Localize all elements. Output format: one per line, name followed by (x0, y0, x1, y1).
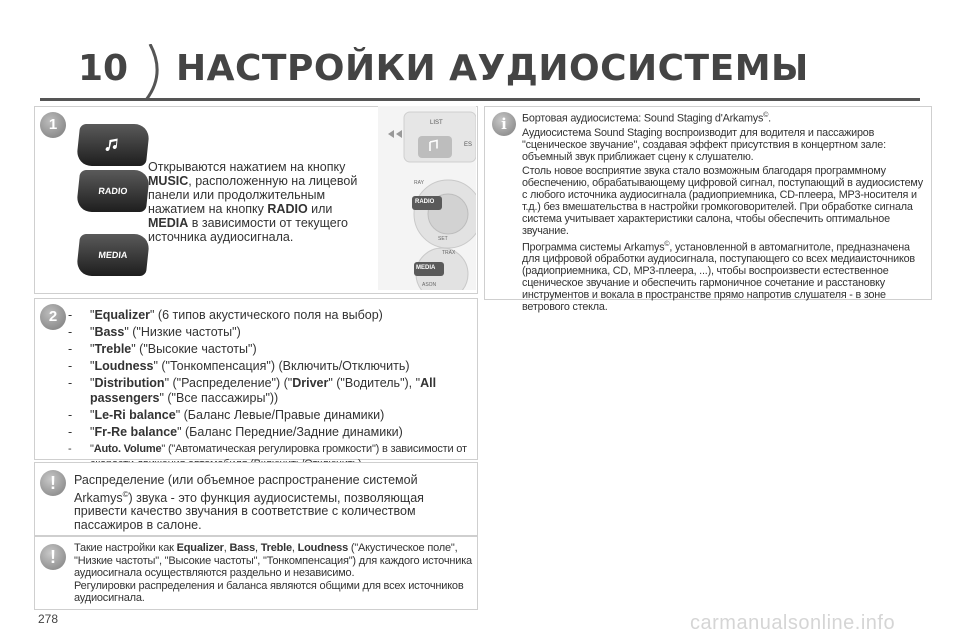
info-paragraph: Бортовая аудиосистема: Sound Staging d'Arkamys©. (522, 112, 771, 125)
list-item: - "Loudness" ("Тонкомпенсация") (Включить/Отключить) (68, 359, 410, 373)
warning-2-text: Такие настройки как Equalizer, Bass, Treble, Loudness ("Акустическое поле", "Низкие частоты", "Высокие частоты", "Тонкомпенсация") для каждого источника аудиосигнала осуществляются раздельно и независимо. Регулировки распределения и баланса являются общими для всех источников аудиосигнала. (74, 542, 472, 604)
panel-set-label: SET (438, 236, 448, 242)
list-item: - "Equalizer" (6 типов акустического поля на выбор) (68, 308, 383, 322)
warning-1-text: Распределение (или объемное распространение системой Arkamys©) звука - это функция аудиосистемы, позволяющая привести качество звучания в соответствие с количеством пассажиров в салоне. (74, 473, 424, 532)
page-header (40, 44, 920, 102)
warning-2-icon: ! (40, 544, 66, 570)
panel-media-label: MEDIA (416, 265, 436, 271)
control-panel-drawing (378, 106, 476, 290)
step-1-badge: 1 (40, 112, 66, 138)
page-number: 278 (38, 612, 59, 626)
info-paragraph: Аудиосистема Sound Staging воспроизводит для водителя и пассажиров "сценическое звучание", создавая эффект присутствия в концертном зале: объемный звук приближает сцену к слушателю. (522, 126, 886, 163)
list-item: - "Treble" ("Высокие частоты") (68, 342, 257, 356)
list-item: - "Distribution" ("Распределение") ("Driver" ("Водитель"), "All passengers" ("Все пассажиры")) (68, 376, 437, 405)
info-icon: i (492, 112, 516, 136)
panel-trax-label: TRAX (442, 250, 456, 256)
header-rule (40, 98, 920, 101)
info-paragraph: Программа системы Arkamys©, установленной в автомагнитоле, предназначена для цифровой обработки аудиосигнала, поступающего со всех медиаисточников (радиоприемника, CD, MP3-плеера, ...), чтобы воспроизвести естественное сценическое звучание и обеспечить гармоничное сочетание и расстановку инструментов и вокала в пространстве прямо напротив слушателя - в зоне ветрового стекла. (522, 240, 915, 314)
radio-button-image: RADIO (76, 170, 150, 212)
info-text (522, 110, 926, 315)
page-title: НАСТРОЙКИ АУДИОСИСТЕМЫ (176, 48, 809, 89)
device-panel-illustration (378, 106, 476, 290)
info-paragraph: Столь новое восприятие звука стало возможным благодаря программному обеспечению, обрабатывающему цифровой сигнал, поступающий в аудиосистему с любого источника аудиосигнала (радиоприемника, CD-плеера, MP3-носителя и т.д.) без вмешательства в настройки громкоговорителей. При обработке сигнала система учитывает характеристики салона, чтобы обеспечить оптимальное звучание. (522, 164, 923, 237)
chapter-number: 10 (78, 48, 129, 89)
settings-list (68, 308, 488, 474)
list-item: - "Le-Ri balance" (Баланс Левые/Правые динамики) (68, 408, 385, 422)
panel-radio-label: RADIO (415, 199, 435, 205)
panel-rew-label: RAY (414, 180, 424, 186)
list-item: - "Auto. Volume" ("Автоматическая регулировка громкости") в зависимости от (68, 443, 467, 455)
panel-ason-label: ASON (422, 282, 437, 288)
section-1-text: Открываются нажатием на кнопку MUSIC, расположенную на лицевой панели или продолжительным нажатием на кнопку RADIO или MEDIA в зависимости от текущего источника аудиосигнала. (148, 160, 358, 244)
panel-es-label: ES (464, 142, 473, 148)
panel-list-label: LIST (430, 120, 443, 126)
watermark: carmanualsonline.info (690, 612, 896, 634)
header-swoosh-icon (140, 44, 170, 100)
list-item: - "Bass" ("Низкие частоты") (68, 325, 241, 339)
music-button-image (76, 124, 150, 166)
warning-1-icon: ! (40, 470, 66, 496)
step-2-badge: 2 (40, 304, 66, 330)
music-note-icon (105, 138, 120, 152)
list-item: - "Fr-Re balance" (Баланс Передние/Задние динамики) (68, 425, 403, 439)
media-button-image: MEDIA (76, 234, 150, 276)
